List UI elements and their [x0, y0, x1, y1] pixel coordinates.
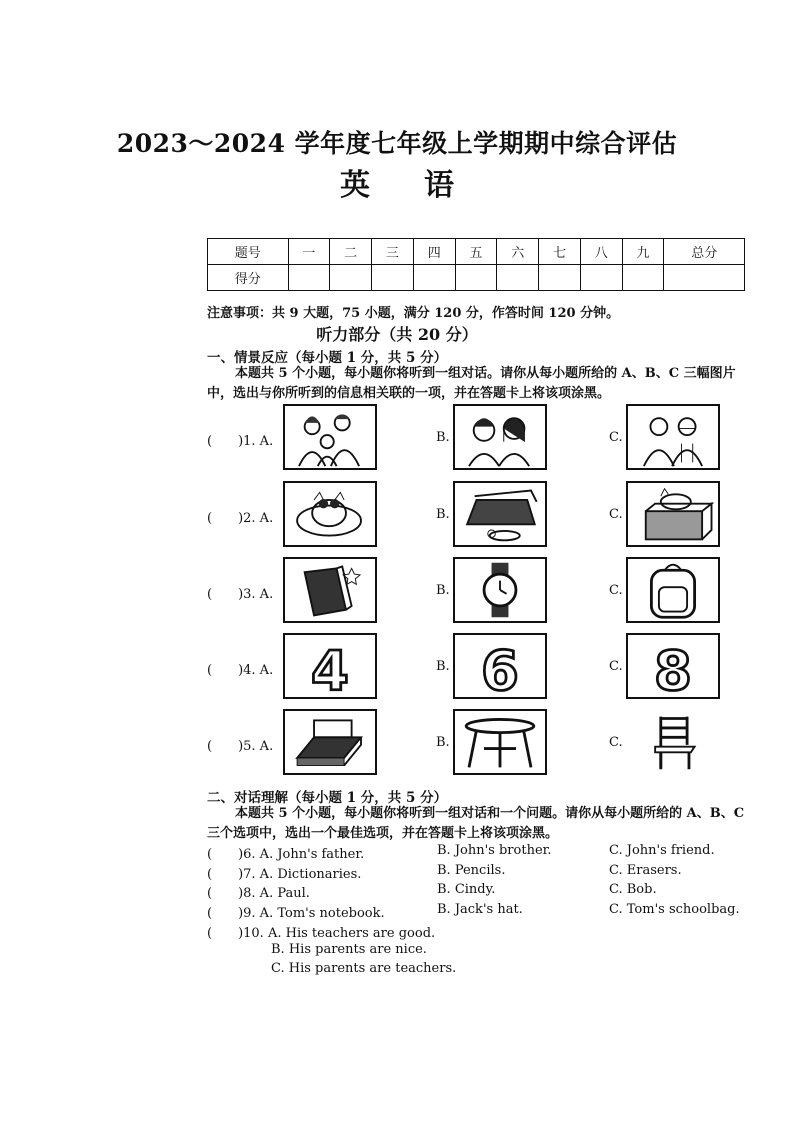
digit-six-text: 6: [481, 638, 519, 697]
chair-picture-icon[interactable]: [626, 709, 720, 775]
question-number: ( )3. A.: [207, 587, 274, 602]
listening-part-title: 听力部分（共 20 分）: [316, 325, 478, 344]
q10-option-a: ( )10. A. His teachers are good.: [207, 926, 436, 941]
score-table-col: 二: [330, 239, 372, 265]
option-c-label: C.: [609, 735, 623, 750]
option-b-label: B.: [436, 659, 450, 674]
score-table-col: 四: [413, 239, 455, 265]
score-cell[interactable]: [580, 265, 622, 291]
score-table-header-row: [208, 239, 745, 265]
score-table-col: 七: [539, 239, 581, 265]
cat-under-box-picture-icon[interactable]: [453, 481, 547, 547]
option-b-label: B.: [436, 583, 450, 598]
bed-picture-icon[interactable]: [283, 709, 377, 775]
exam-notice: 注意事项：共 9 大题，75 小题，满分 120 分，作答时间 120 分钟。: [207, 306, 620, 321]
q6-option-b: B. John's brother.: [437, 843, 552, 858]
q8-option-b: B. Cindy.: [437, 882, 496, 897]
score-table-col: 八: [580, 239, 622, 265]
number-four-icon[interactable]: [283, 633, 377, 699]
cat-in-hat-picture-icon[interactable]: [283, 481, 377, 547]
q6-option-c: C. John's friend.: [609, 843, 715, 858]
two-kids-picture-icon[interactable]: [453, 404, 547, 470]
exam-title: 2023～2024 学年度七年级上学期期中综合评估: [116, 129, 678, 158]
question-number: ( )5. A.: [207, 739, 274, 754]
score-table-col: 一: [288, 239, 330, 265]
cat-on-box-picture-icon[interactable]: [626, 481, 720, 547]
score-cell[interactable]: [622, 265, 664, 291]
q7-option-a: ( )7. A. Dictionaries.: [207, 867, 362, 882]
q9-option-c: C. Tom's schoolbag.: [609, 902, 740, 917]
q7-option-b: B. Pencils.: [437, 863, 506, 878]
number-six-icon[interactable]: [453, 633, 547, 699]
watch-picture-icon[interactable]: [453, 557, 547, 623]
q9-option-b: B. Jack's hat.: [437, 902, 523, 917]
score-cell[interactable]: [664, 265, 745, 291]
option-c-label: C.: [609, 659, 623, 674]
q10-option-c: C. His parents are teachers.: [271, 961, 457, 976]
option-b-label: B.: [436, 735, 450, 750]
score-cell[interactable]: [539, 265, 581, 291]
score-table-col: 三: [372, 239, 414, 265]
grandparents-picture-icon[interactable]: [626, 404, 720, 470]
score-cell[interactable]: [455, 265, 497, 291]
score-table-row-label: 得分: [208, 265, 289, 291]
score-cell[interactable]: [288, 265, 330, 291]
number-eight-icon[interactable]: [626, 633, 720, 699]
q10-option-b: B. His parents are nice.: [271, 942, 427, 957]
option-b-label: B.: [436, 430, 450, 445]
score-cell[interactable]: [330, 265, 372, 291]
q8-option-c: C. Bob.: [609, 882, 657, 897]
q8-option-a: ( )8. A. Paul.: [207, 886, 310, 901]
q9-option-a: ( )9. A. Tom's notebook.: [207, 906, 385, 921]
option-b-label: B.: [436, 507, 450, 522]
score-table-col: 六: [497, 239, 539, 265]
score-cell[interactable]: [497, 265, 539, 291]
section2-instruction: 本题共 5 个小题，每小题你将听到一组对话和一个问题。请你从每小题所给的 A、B、C 三个选项中，选出一个最佳选项，并在答题卡上将该项涂黑。: [207, 806, 745, 841]
score-table-score-row: [208, 265, 745, 291]
digit-eight-text: 8: [654, 638, 692, 697]
question-number: ( )1. A.: [207, 434, 274, 449]
score-table-row-label: 题号: [208, 239, 289, 265]
score-cell[interactable]: [413, 265, 455, 291]
digit-four-text: 4: [311, 638, 349, 697]
score-table: [207, 238, 745, 291]
question-number: ( )4. A.: [207, 663, 274, 678]
q7-option-c: C. Erasers.: [609, 863, 682, 878]
option-c-label: C.: [609, 430, 623, 445]
table-picture-icon[interactable]: [453, 709, 547, 775]
q6-option-a: ( )6. A. John's father.: [207, 847, 365, 862]
family-picture-icon[interactable]: [283, 404, 377, 470]
option-c-label: C.: [609, 583, 623, 598]
section1-instruction: 本题共 5 个小题，每小题你将听到一组对话。请你从每小题所给的 A、B、C 三幅图片中，选出与你所听到的信息相关联的一项，并在答题卡上将该项涂黑。: [207, 366, 736, 401]
score-table-col: 总分: [664, 239, 745, 265]
section1-heading: 一、情景反应（每小题 1 分，共 5 分）: [207, 350, 448, 366]
book-picture-icon[interactable]: [283, 557, 377, 623]
schoolbag-picture-icon[interactable]: [626, 557, 720, 623]
score-table-col: 九: [622, 239, 664, 265]
section2-heading: 二、对话理解（每小题 1 分，共 5 分）: [207, 790, 448, 806]
option-c-label: C.: [609, 507, 623, 522]
question-number: ( )2. A.: [207, 511, 274, 526]
score-table-col: 五: [455, 239, 497, 265]
exam-subject: 英语: [340, 168, 508, 203]
score-cell[interactable]: [372, 265, 414, 291]
